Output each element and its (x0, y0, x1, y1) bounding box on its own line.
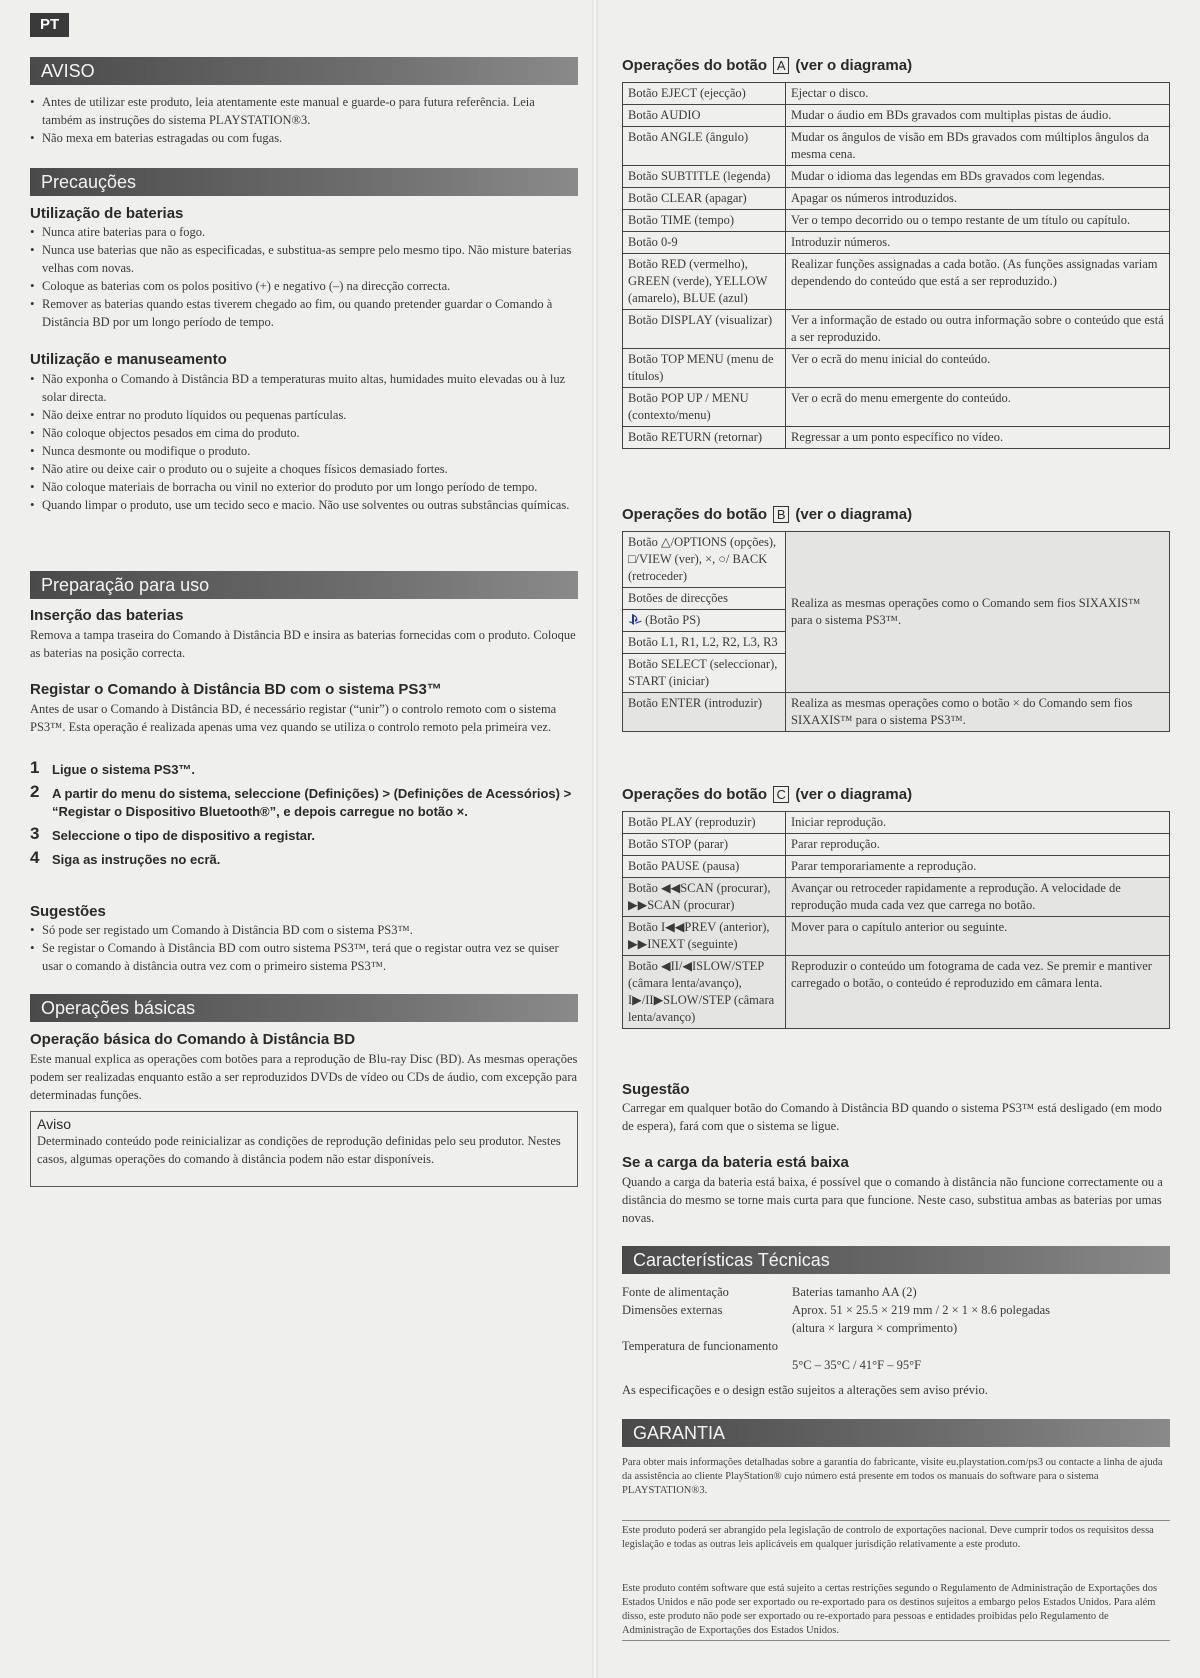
registar-steps (30, 758, 578, 875)
table-cell: Ejectar o disco. (786, 83, 1170, 105)
step-item: 3 Seleccione o tipo de dispositivo a registar. (30, 824, 315, 843)
table-a-title: Operações do botão A (ver o diagrama) (622, 57, 913, 74)
basicas-subheading: Operação básica do Comando à Distância BD (30, 1031, 356, 1048)
diagram-letter-b: B (773, 506, 789, 523)
basicas-heading: Operações básicas (30, 994, 578, 1022)
table-cell: Ver o ecrã do menu emergente do conteúdo. (786, 388, 1170, 427)
spec-fonte-value: Baterias tamanho AA (2) (792, 1285, 917, 1299)
ps-logo-icon (628, 613, 642, 625)
table-row (623, 310, 1170, 349)
table-cell: Ver a informação de estado ou outra informação sobre o conteúdo que está a ser reproduzido. (786, 310, 1170, 349)
step-item: 1 Ligue o sistema PS3™. (30, 758, 196, 777)
list-item: • Nunca desmonte ou modifique o produto. (30, 442, 578, 460)
table-row (623, 188, 1170, 210)
table-row (623, 232, 1170, 254)
table-cell: Parar temporariamente a reprodução. (786, 856, 1170, 878)
garantia-heading: GARANTIA (622, 1419, 1170, 1447)
aviso-note-title: Aviso (37, 1116, 71, 1132)
sugestao-heading: Sugestão (622, 1081, 690, 1098)
aviso-list (30, 93, 578, 147)
table-cell: (Botão PS) (623, 610, 786, 632)
table-row (623, 956, 1170, 1029)
page-fold (592, 0, 598, 1678)
table-cell: Botão TOP MENU (menu de títulos) (623, 349, 786, 388)
table-cell: Realiza as mesmas operações como o Comando sem fios SIXAXIS™ para o sistema PS3™. (786, 532, 1170, 693)
list-item: • Antes de utilizar este produto, leia atentamente este manual e guarde-o para futura referência. Leia também as instruções do sistema PLAYSTATION®3. (30, 93, 578, 129)
table-cell: Botão ANGLE (ângulo) (623, 127, 786, 166)
list-item: • Remover as baterias quando estas tiverem chegado ao fim, ou quando pretender guardar o Comando à Distância BD por um longo período de tempo. (30, 295, 578, 331)
table-cell: Botão RED (vermelho), GREEN (verde), YELLOW (amarelo), BLUE (azul) (623, 254, 786, 310)
list-item: • Se registar o Comando à Distância BD com outro sistema PS3™, terá que o registar outra vez se quiser usar o comando à distância outra vez com o primeiro sistema PS3™. (30, 939, 578, 975)
list-item: • Não coloque objectos pesados em cima do produto. (30, 424, 578, 442)
table-cell: Iniciar reprodução. (786, 812, 1170, 834)
table-cell: Mudar o áudio em BDs gravados com multiplas pistas de áudio. (786, 105, 1170, 127)
sugestoes-list (30, 921, 578, 975)
table-cell: Apagar os números introduzidos. (786, 188, 1170, 210)
precaucoes-heading: Precauções (30, 168, 578, 196)
spec-fonte-label: Fonte de alimentação (622, 1285, 729, 1299)
insercao-heading: Inserção das baterias (30, 607, 184, 624)
table-cell: Botão ◀II/◀ISLOW/STEP (câmara lenta/avanço), I▶/II▶SLOW/STEP (câmara lenta/avanço) (623, 956, 786, 1029)
list-item: • Quando limpar o produto, use um tecido seco e macio. Não use solventes ou outras substâncias químicas. (30, 496, 578, 514)
list-item: • Coloque as baterias com os polos positivo (+) e negativo (–) na direcção correcta. (30, 277, 578, 295)
baterias-heading: Utilização de baterias (30, 205, 184, 222)
table-row (623, 83, 1170, 105)
spec-temp-value: 5°C – 35°C / 41°F – 95°F (792, 1358, 922, 1372)
table-cell: Botão TIME (tempo) (623, 210, 786, 232)
spec-dim-value-2: (altura × largura × comprimento) (792, 1321, 958, 1335)
table-row (623, 427, 1170, 449)
table-row (623, 210, 1170, 232)
aviso-heading: AVISO (30, 57, 578, 85)
table-row (623, 166, 1170, 188)
table-c-title: Operações do botão C (ver o diagrama) (622, 786, 913, 803)
registar-heading: Registar o Comando à Distância BD com o sistema PS3™ (30, 681, 442, 698)
table-b-title: Operações do botão B (ver o diagrama) (622, 506, 913, 523)
table-cell: Mover para o capítulo anterior ou seguinte. (786, 917, 1170, 956)
table-row (623, 532, 1170, 588)
table-cell: Ver o tempo decorrido ou o tempo restante de um título ou capítulo. (786, 210, 1170, 232)
export-text-1: Este produto poderá ser abrangido pela legislação de controlo de exportações nacional. Deve cumprir todos os requisitos dessa legislação e todas as outras leis aplicáveis em qualquer jurisdição relativamente a este produto. (622, 1525, 1154, 1550)
language-badge: PT (30, 13, 69, 37)
list-item: • Não deixe entrar no produto líquidos ou pequenas partículas. (30, 406, 578, 424)
table-b (622, 531, 1170, 732)
table-row (623, 254, 1170, 310)
list-item: • Não exponha o Comando à Distância BD a temperaturas muito altas, humidades muito elevadas ou à luz solar directa. (30, 370, 578, 406)
caracteristicas-heading: Características Técnicas (622, 1246, 1170, 1274)
table-cell: Regressar a um ponto específico no vídeo. (786, 427, 1170, 449)
diagram-letter-c: C (773, 786, 789, 803)
spec-dim-value: Aprox. 51 × 25.5 × 219 mm / 2 × 1 × 8.6 polegadas (792, 1303, 1051, 1317)
step-item: 4 Siga as instruções no ecrã. (30, 848, 221, 867)
table-cell: Botão L1, R1, L2, R2, L3, R3 (623, 632, 786, 654)
table-row (623, 856, 1170, 878)
preparacao-heading: Preparação para uso (30, 571, 578, 599)
baterias-list (30, 223, 578, 331)
table-row (623, 349, 1170, 388)
table-cell: Botão PLAY (reproduzir) (623, 812, 786, 834)
table-cell: Avançar ou retroceder rapidamente a reprodução. A velocidade de reprodução muda cada vez que carrega no botão. (786, 878, 1170, 917)
table-cell: Botão I◀◀PREV (anterior), ▶▶INEXT (seguinte) (623, 917, 786, 956)
table-cell: Realiza as mesmas operações como o botão × do Comando sem fios SIXAXIS™ para o sistema PS3™. (786, 693, 1170, 732)
table-cell: Botão AUDIO (623, 105, 786, 127)
table-row (623, 388, 1170, 427)
table-cell: Botão POP UP / MENU (contexto/menu) (623, 388, 786, 427)
divider (622, 1520, 1170, 1521)
table-row (623, 812, 1170, 834)
table-c (622, 811, 1170, 1029)
step-item: 2 A partir do menu do sistema, seleccione (Definições) > (Definições de Acessórios) > “Registar o Dispositivo Bluetooth®”, e depois carregue no botão ×. (30, 782, 572, 819)
table-cell: Botão 0-9 (623, 232, 786, 254)
spec-dim-label: Dimensões externas (622, 1303, 723, 1317)
list-item: • Só pode ser registado um Comando à Distância BD com o sistema PS3™. (30, 921, 578, 939)
spec-note: As especificações e o design estão sujeitos a alterações sem aviso prévio. (622, 1383, 988, 1397)
table-row (623, 917, 1170, 956)
manuseamento-list (30, 370, 578, 514)
table-cell: Botão PAUSE (pausa) (623, 856, 786, 878)
list-item: • Nunca use baterias que não as especificadas, e substitua-as sempre pelo mesmo tipo. Não misture baterias velhas com novas. (30, 241, 578, 277)
list-item: • Não mexa em baterias estragadas ou com fugas. (30, 129, 578, 147)
manuseamento-heading: Utilização e manuseamento (30, 351, 227, 368)
sugestoes-heading: Sugestões (30, 903, 106, 920)
table-cell: Ver o ecrã do menu inicial do conteúdo. (786, 349, 1170, 388)
garantia-text: Para obter mais informações detalhadas sobre a garantia do fabricante, visite eu.playstation.com/ps3 ou contacte a linha de ajuda da assistência ao cliente PlayStation® cujo número está presente em todos os manuais do software para o sistema PLAYSTATION®3. (622, 1457, 1163, 1496)
table-row (623, 878, 1170, 917)
sugestao-text: Carregar em qualquer botão do Comando à Distância BD quando o sistema PS3™ está desligado (em modo de espera), fará com que o sistema se ligue. (622, 1101, 1162, 1133)
table-row (623, 127, 1170, 166)
table-cell: Mudar o idioma das legendas em BDs gravados com legendas. (786, 166, 1170, 188)
table-cell: Botão CLEAR (apagar) (623, 188, 786, 210)
list-item: • Nunca atire baterias para o fogo. (30, 223, 578, 241)
table-cell: Reproduzir o conteúdo um fotograma de cada vez. Se premir e mantiver carregado o botão, o conteúdo é reproduzido em câmara lenta. (786, 956, 1170, 1029)
bateria-baixa-heading: Se a carga da bateria está baixa (622, 1154, 849, 1171)
diagram-letter-a: A (773, 57, 789, 74)
table-cell: Botão △/OPTIONS (opções), □/VIEW (ver), ×, ○/ BACK (retroceder) (623, 532, 786, 588)
table-cell: Botão RETURN (retornar) (623, 427, 786, 449)
table-cell: Botão SUBTITLE (legenda) (623, 166, 786, 188)
insercao-text: Remova a tampa traseira do Comando à Distância BD e insira as baterias fornecidas com o produto. Coloque as baterias na posição correcta. (30, 628, 576, 660)
aviso-note-box (30, 1111, 578, 1187)
table-cell: Botão SELECT (seleccionar), START (iniciar) (623, 654, 786, 693)
table-cell: Botão EJECT (ejecção) (623, 83, 786, 105)
table-cell: Realizar funções assignadas a cada botão. (As funções assignadas variam dependendo do conteúdo que está a ser reproduzido.) (786, 254, 1170, 310)
table-cell: Mudar os ângulos de visão em BDs gravados com múltiplos ângulos da mesma cena. (786, 127, 1170, 166)
table-cell: Introduzir números. (786, 232, 1170, 254)
bateria-baixa-text: Quando a carga da bateria está baixa, é possível que o comando à distância não funcione correctamente ou a distância do mesmo se torne mais curta para que funcione. Neste caso, substitua ambas as baterias por umas novas. (622, 1175, 1163, 1225)
basicas-text: Este manual explica as operações com botões para a reprodução de Blu-ray Disc (BD). As mesmas operações podem ser realizadas enquanto estão a ser reproduzidos DVDs de vídeo ou CDs de áudio, com excepção para determinadas funções. (30, 1052, 578, 1102)
table-cell: Botão STOP (parar) (623, 834, 786, 856)
table-cell: Parar reprodução. (786, 834, 1170, 856)
table-row (623, 834, 1170, 856)
table-cell: Botões de direcções (623, 588, 786, 610)
table-row (623, 693, 1170, 732)
table-cell: Botão DISPLAY (visualizar) (623, 310, 786, 349)
table-row (623, 105, 1170, 127)
list-item: • Não atire ou deixe cair o produto ou o sujeite a choques físicos demasiado fortes. (30, 460, 578, 478)
table-a (622, 82, 1170, 449)
table-cell: Botão ◀◀SCAN (procurar), ▶▶SCAN (procurar) (623, 878, 786, 917)
registar-text: Antes de usar o Comando à Distância BD, é necessário registar (“unir”) o controlo remoto com o sistema PS3™. Esta operação é realizada apenas uma vez quando se utiliza o controlo remoto pela primeira vez. (30, 702, 557, 734)
spec-temp-label: Temperatura de funcionamento (622, 1339, 778, 1353)
divider (622, 1640, 1170, 1641)
table-cell: Botão ENTER (introduzir) (623, 693, 786, 732)
export-text-2: Este produto contém software que está sujeito a certas restrições segundo o Regulamento de Administração de Exportações dos Estados Unidos e não pode ser exportado ou re-exportado para os destinos sujeitos a embargo pelos Estados Unidos. Para além disso, este produto não pode ser exportado ou re-exportado para pessoas e entidades proibidas pelo Regulamento de Administração de Exportações dos Estados Unidos. (622, 1583, 1158, 1636)
list-item: • Não coloque materiais de borracha ou vinil no exterior do produto por um longo período de tempo. (30, 478, 578, 496)
aviso-note-text: Determinado conteúdo pode reinicializar as condições de reprodução definidas pelo seu produtor. Nestes casos, algumas operações do comando à distância podem não estar disponíveis. (37, 1134, 561, 1166)
